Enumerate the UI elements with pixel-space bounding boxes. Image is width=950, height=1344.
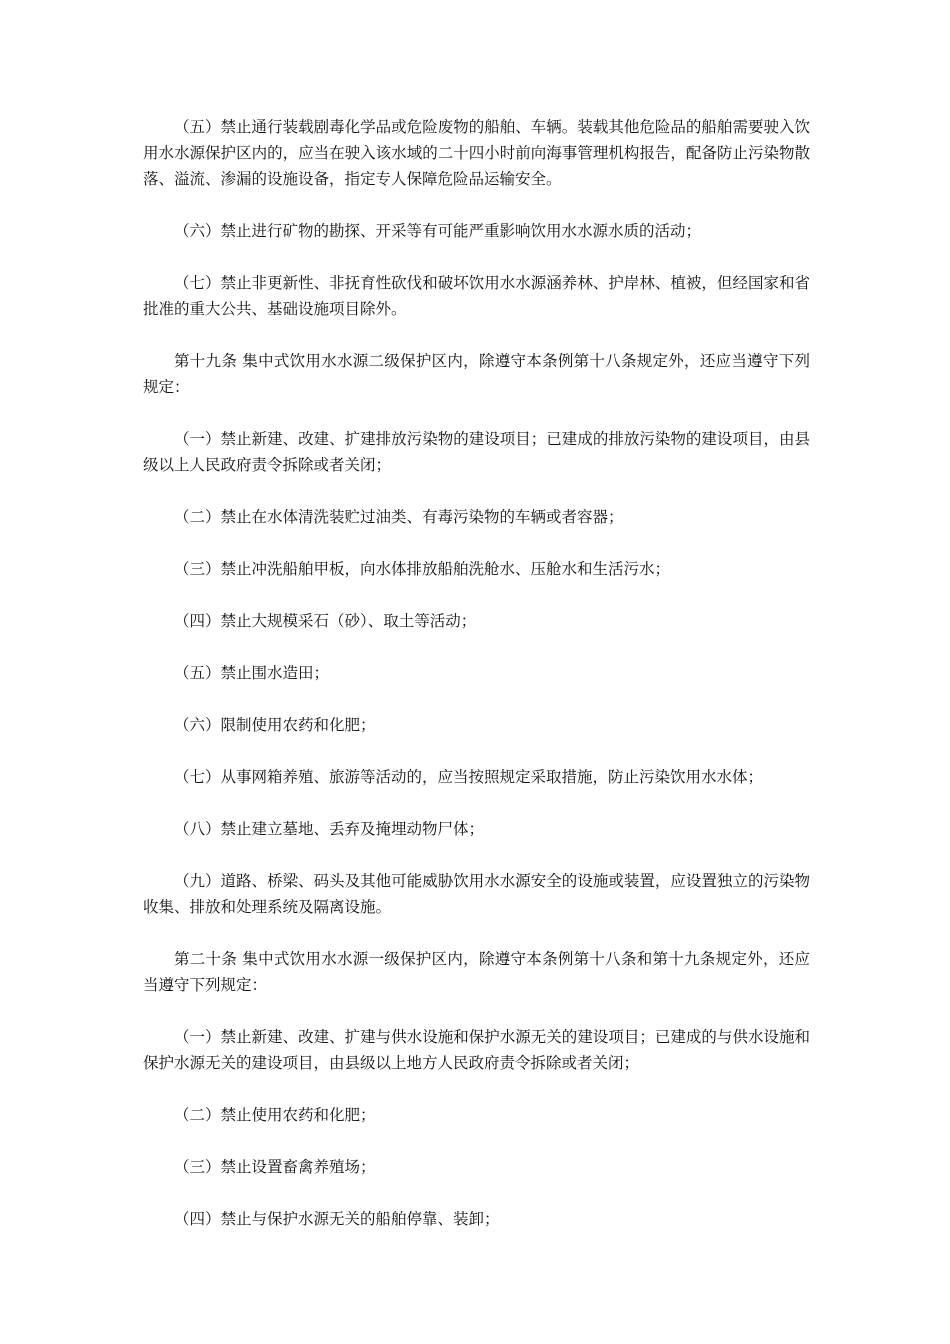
paragraph: （七）从事网箱养殖、旅游等活动的，应当按照规定采取措施，防止污染饮用水水体；	[174, 768, 764, 786]
paragraph: （三）禁止设置畜禽养殖场；	[174, 1158, 376, 1176]
paragraph: （五）禁止通行装载剧毒化学品或危险废物的船舶、车辆。装载其他危险品的船舶需要驶入饮用水水源保护区内的，应当在驶入该水域的二十四小时前向海事管理机构报告，配备防止污染物散落、溢流、渗漏的设施设备，指定专人保障危险品运输安全。	[143, 118, 810, 188]
paragraph: （一）禁止新建、改建、扩建排放污染物的建设项目；已建成的排放污染物的建设项目，由县级以上人民政府责令拆除或者关闭；	[143, 430, 810, 474]
paragraph: （二）禁止在水体清洗装贮过油类、有毒污染物的车辆或者容器；	[174, 508, 624, 526]
document-body	[143, 114, 810, 1258]
paragraph: （八）禁止建立墓地、丢弃及掩埋动物尸体；	[174, 820, 485, 838]
paragraph: （五）禁止围水造田；	[174, 664, 330, 682]
paragraph: （四）禁止大规模采石（砂）、取土等活动；	[174, 612, 477, 630]
paragraph: （六）限制使用农药和化肥；	[174, 716, 376, 734]
paragraph: （九）道路、桥梁、码头及其他可能威胁饮用水水源安全的设施或装置，应设置独立的污染物收集、排放和处理系统及隔离设施。	[143, 872, 810, 916]
paragraph: （七）禁止非更新性、非抚育性砍伐和破坏饮用水水源涵养林、护岸林、植被，但经国家和省批准的重大公共、基础设施项目除外。	[143, 274, 810, 318]
paragraph: （六）禁止进行矿物的勘探、开采等有可能严重影响饮用水水源水质的活动；	[174, 222, 702, 240]
paragraph: （三）禁止冲洗船舶甲板，向水体排放船舶洗舱水、压舱水和生活污水；	[174, 560, 671, 578]
article-heading-paragraph: 第十九条 集中式饮用水水源二级保护区内，除遵守本条例第十八条规定外，还应当遵守下列规定：	[143, 352, 810, 396]
paragraph: （一）禁止新建、改建、扩建与供水设施和保护水源无关的建设项目；已建成的与供水设施和保护水源无关的建设项目，由县级以上地方人民政府责令拆除或者关闭；	[143, 1028, 810, 1072]
article-heading-paragraph: 第二十条 集中式饮用水水源一级保护区内，除遵守本条例第十八条和第十九条规定外，还应当遵守下列规定：	[143, 950, 810, 994]
paragraph: （四）禁止与保护水源无关的船舶停靠、装卸；	[174, 1210, 500, 1228]
paragraph: （二）禁止使用农药和化肥；	[174, 1106, 376, 1124]
